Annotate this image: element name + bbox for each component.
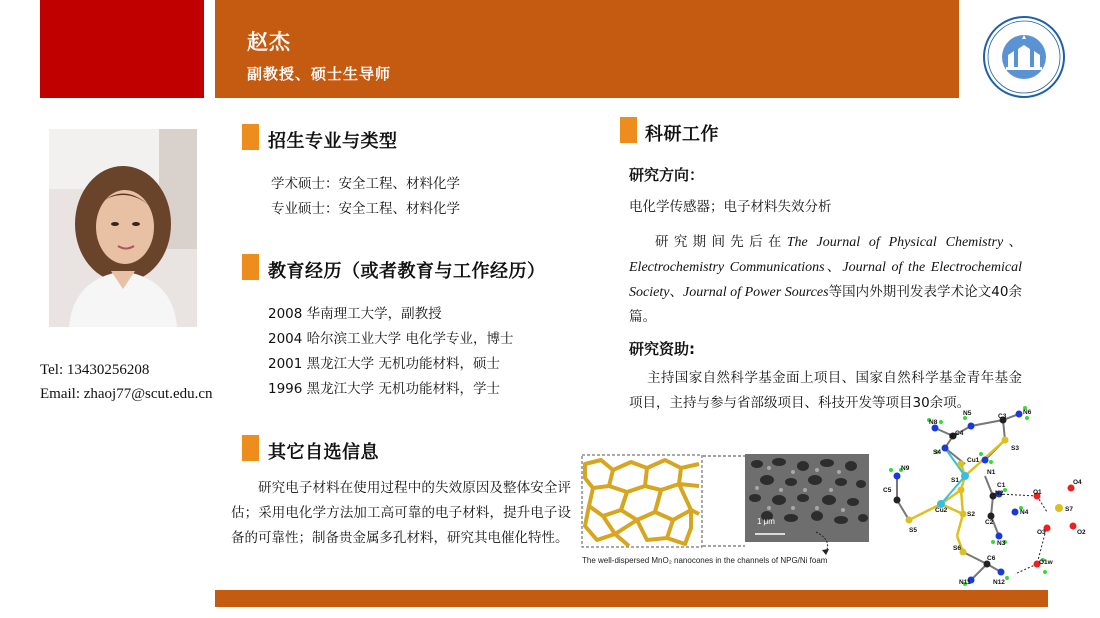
sem-scale-label: 1 μm xyxy=(757,517,775,526)
figure-caption: The well-dispersed MnO₂ nanocones in the channels of NPG/Ni foam xyxy=(582,556,828,565)
section-marker xyxy=(242,254,259,280)
svg-text:S4: S4 xyxy=(933,449,941,456)
sem-image xyxy=(745,454,869,542)
svg-text:C1: C1 xyxy=(997,482,1006,489)
svg-text:N9: N9 xyxy=(901,465,910,472)
research-funding-text: 主持国家自然科学基金面上项目、国家自然科学基金青年基金项目，主持与参与省部级项目、科技开发等项目30余项。 xyxy=(629,370,1022,411)
research-direction-label: 研究方向： xyxy=(629,166,705,184)
arrow-icon xyxy=(812,530,836,556)
contact-email[interactable]: Email: zhaoj77@scut.edu.cn xyxy=(40,386,213,402)
header-red-block xyxy=(40,0,204,98)
person-name: 赵杰 xyxy=(247,30,291,54)
journal-name: Electrochemistry Communications xyxy=(629,260,825,275)
education-item: 2004 哈尔滨工业大学 电化学专业，博士 xyxy=(268,331,514,347)
svg-text:C3: C3 xyxy=(998,413,1007,420)
research-heading: 科研工作 xyxy=(645,124,719,145)
svg-text:N2: N2 xyxy=(995,490,1004,497)
svg-text:O4: O4 xyxy=(1073,479,1082,486)
portrait-photo xyxy=(49,129,197,327)
svg-text:O1w: O1w xyxy=(1039,559,1053,566)
svg-text:Cu1: Cu1 xyxy=(967,457,980,464)
section-marker xyxy=(242,435,259,461)
education-item: 1996 黑龙江大学 无机功能材料，学士 xyxy=(268,381,500,397)
svg-text:N5: N5 xyxy=(963,410,972,417)
university-logo xyxy=(978,15,1070,99)
svg-text:S5: S5 xyxy=(909,527,917,534)
admissions-item: 学术硕士：安全工程、材料化学 xyxy=(271,176,460,192)
svg-text:O2: O2 xyxy=(1077,529,1086,536)
molecular-structure-diagram xyxy=(875,404,1095,586)
publication-intro: 研究期间先后在 xyxy=(655,234,787,250)
education-heading: 教育经历（或者教育与工作经历） xyxy=(268,261,546,282)
svg-text:C6: C6 xyxy=(987,555,996,562)
svg-text:N12: N12 xyxy=(993,579,1005,586)
publication-outro: 等国内外期刊发表学术论文40余篇。 xyxy=(629,284,1022,325)
education-item: 2001 黑龙江大学 无机功能材料，硕士 xyxy=(268,356,500,372)
admissions-item: 专业硕士：安全工程、材料化学 xyxy=(271,201,460,217)
svg-text:S3: S3 xyxy=(1011,445,1019,452)
person-title: 副教授、硕士生导师 xyxy=(247,65,392,83)
svg-text:S2: S2 xyxy=(967,511,975,518)
section-marker xyxy=(620,117,637,143)
svg-text:N6: N6 xyxy=(1023,409,1032,416)
svg-text:N4: N4 xyxy=(1020,509,1029,516)
journal-name: Journal of the Electrochemical Society xyxy=(629,260,1022,300)
journal-name: Journal of Power Sources xyxy=(683,285,829,300)
section-marker xyxy=(242,124,259,150)
svg-text:S7: S7 xyxy=(1065,506,1073,513)
svg-text:O1: O1 xyxy=(1033,489,1042,496)
svg-text:C4: C4 xyxy=(955,430,964,437)
other-text: 研究电子材料在使用过程中的失效原因及整体安全评估；采用电化学方法加工高可靠的电子材料，提升电子设备的可靠性；制备贵金属多孔材料，研究其电催化特性。 xyxy=(231,480,571,546)
zoom-connector xyxy=(703,454,745,548)
contact-tel: Tel: 13430256208 xyxy=(40,362,150,378)
svg-text:N1: N1 xyxy=(987,469,996,476)
svg-text:Cu2: Cu2 xyxy=(935,507,948,514)
svg-text:N11: N11 xyxy=(959,579,971,586)
svg-text:S1: S1 xyxy=(951,477,959,484)
research-funding-label: 研究资助: xyxy=(629,340,695,358)
journal-name: The Journal of Physical Chemistry xyxy=(786,235,1004,250)
publication-text: 研究期间先后在The Journal of Physical Chemistry、Electrochemistry Communications、Journal of the Electrochemical Society、Journal of Power Sources等国内外期刊发表学术论文40余篇。 xyxy=(629,234,1023,325)
svg-text:O3: O3 xyxy=(1037,529,1046,536)
svg-text:N7: N7 xyxy=(949,433,958,440)
research-direction-text: 电化学传感器；电子材料失效分析 xyxy=(629,199,832,215)
svg-text:C5: C5 xyxy=(883,487,892,494)
svg-text:S6: S6 xyxy=(953,545,961,552)
footer-bar xyxy=(215,590,1048,607)
svg-text:N8: N8 xyxy=(929,419,938,426)
other-heading: 其它自选信息 xyxy=(268,442,379,463)
svg-text:N3: N3 xyxy=(997,540,1006,547)
porous-structure-diagram xyxy=(581,454,703,548)
admissions-heading: 招生专业与类型 xyxy=(268,131,398,152)
svg-text:C2: C2 xyxy=(985,519,994,526)
education-item: 2008 华南理工大学，副教授 xyxy=(268,306,442,322)
